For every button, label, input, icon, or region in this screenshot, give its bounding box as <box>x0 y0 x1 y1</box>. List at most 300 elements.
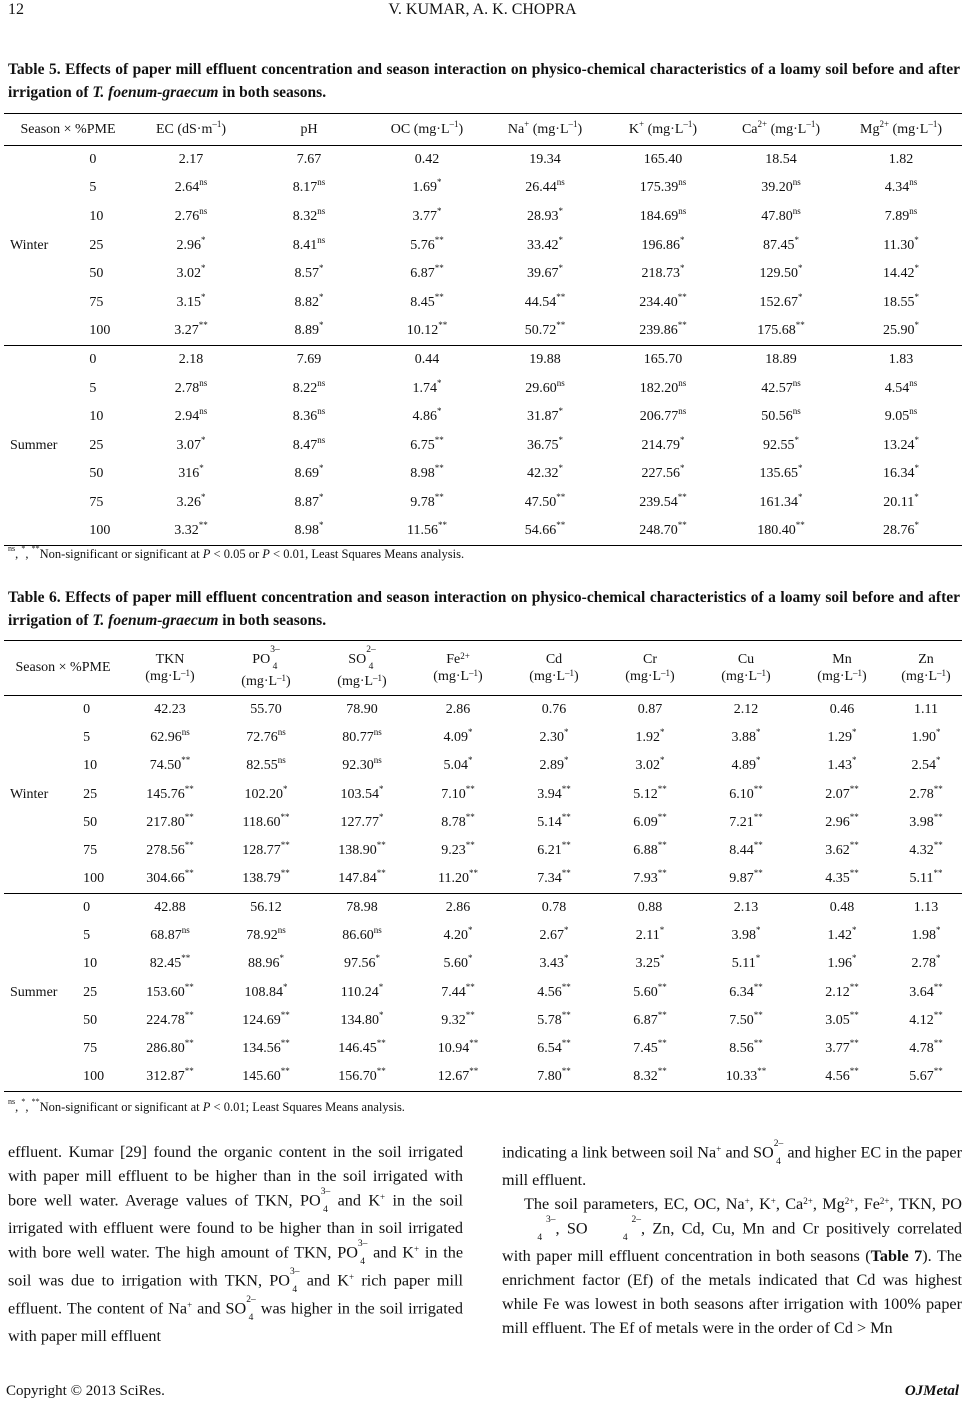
table-cell: 135.65* <box>759 463 803 482</box>
table-cell: 87.45* <box>763 234 799 253</box>
table-cell: 13.24* <box>883 434 919 453</box>
table-row <box>4 978 962 1006</box>
table-cell: 2.07** <box>825 783 859 802</box>
table-cell: 227.56* <box>641 463 685 482</box>
table-cell: 42.23 <box>154 701 186 717</box>
table-cell: 286.80** <box>146 1038 194 1057</box>
season-group <box>4 346 962 546</box>
table-cell: 3.62** <box>825 840 859 859</box>
col-header: TKN $(mg\cdot L^{-1})$ <box>122 641 218 696</box>
col-header: OC $(mg\cdot L^{-1})$ <box>368 114 486 146</box>
table-cell: $86.60^{ns}$ <box>342 925 382 944</box>
col-header: Season × %PME <box>4 114 132 146</box>
table-cell: 33.42* <box>527 234 563 253</box>
table-cell: $50.56^{ns}$ <box>761 406 801 425</box>
table-cell: 214.79* <box>641 434 685 453</box>
table-cell: $29.60^{ns}$ <box>525 377 565 396</box>
table-cell: 16.34* <box>883 463 919 482</box>
table-cell: 8.57* <box>294 263 324 282</box>
table-cell: 4.32** <box>909 840 943 859</box>
pme-level: 50 <box>83 1012 98 1028</box>
table-cell: 2.30* <box>539 726 569 745</box>
table-cell: $4.54^{ns}$ <box>884 377 918 396</box>
col-header: EC $(dS\cdot m^{-1})$ <box>132 114 250 146</box>
table-cell: 92.55* <box>763 434 799 453</box>
table-cell: $78.92^{ns}$ <box>246 925 286 944</box>
pme-level: 5 <box>83 928 91 944</box>
pme-level: 5 <box>89 180 97 196</box>
table-cell: 110.24* <box>340 981 384 1000</box>
table-cell: 11.30* <box>883 234 919 253</box>
table-cell: 11.20** <box>438 868 478 887</box>
table-cell: 138.79** <box>242 868 290 887</box>
table-cell: 97.56* <box>344 953 380 972</box>
table-cell: 3.98** <box>909 811 943 830</box>
table-cell: 4.78** <box>909 1038 943 1057</box>
table-cell: 11.56** <box>407 520 447 539</box>
table-row <box>4 950 962 978</box>
table-cell: 5.14** <box>537 811 571 830</box>
table-cell: 3.02* <box>635 755 665 774</box>
pme-level: 75 <box>83 843 98 859</box>
table-cell: 1.11 <box>914 701 938 717</box>
table-cell: 7.44** <box>441 981 475 1000</box>
table-cell: $62.96^{ns}$ <box>150 726 190 745</box>
table-row <box>4 1007 962 1035</box>
table-cell: 5.60* <box>443 953 473 972</box>
table-cell: 7.69 <box>296 352 322 368</box>
table-cell: 3.32** <box>174 520 208 539</box>
table-cell: 1.74* <box>412 377 442 396</box>
table-row <box>4 809 962 837</box>
table-cell: 0.42 <box>414 152 440 168</box>
table-cell: 7.80** <box>537 1066 571 1085</box>
table-cell: $7.89^{ns}$ <box>884 205 918 224</box>
pme-level: 100 <box>89 323 111 339</box>
copyright: Copyright © 2013 SciRes. <box>6 1383 165 1399</box>
table-cell: 4.89* <box>731 755 761 774</box>
table-cell: 146.45** <box>338 1038 386 1057</box>
table-row <box>4 837 962 865</box>
table-cell: 0.44 <box>414 352 440 368</box>
table-cell: 6.75** <box>410 434 444 453</box>
table-row <box>4 696 962 724</box>
table-cell: 129.50* <box>759 263 803 282</box>
col-header: Zn $(mg\cdot L^{-1})$ <box>890 641 962 696</box>
table-cell: 1.90* <box>911 726 941 745</box>
table-row <box>4 752 962 780</box>
table-cell: $47.80^{ns}$ <box>761 205 801 224</box>
table-cell: 3.05** <box>825 1009 859 1028</box>
page-header <box>0 0 965 26</box>
pme-level: 0 <box>89 152 97 168</box>
table-cell: 4.56** <box>825 1066 859 1085</box>
table-cell: 8.89* <box>294 320 324 339</box>
table-row <box>4 1035 962 1063</box>
table-cell: 9.78** <box>410 491 444 510</box>
table-cell: 6.34** <box>729 981 763 1000</box>
table-cell: $4.34^{ns}$ <box>884 177 918 196</box>
table-row <box>4 865 962 893</box>
table-cell: 7.50** <box>729 1009 763 1028</box>
table-cell: $8.22^{ns}$ <box>292 377 326 396</box>
col-header: K+ $(mg\cdot L^{-1})$ <box>604 114 722 146</box>
table-cell: 1.96* <box>827 953 857 972</box>
table-cell: 1.42* <box>827 925 857 944</box>
table-cell: $8.41^{ns}$ <box>292 234 326 253</box>
table-cell: 3.88* <box>731 726 761 745</box>
table-cell: $82.55^{ns}$ <box>246 755 286 774</box>
table-cell: 3.94** <box>537 783 571 802</box>
table-cell: 2.17 <box>178 152 204 168</box>
table-cell: 3.77** <box>825 1038 859 1057</box>
table-cell: 18.54 <box>765 152 797 168</box>
season-group <box>4 894 962 1092</box>
pme-level: 50 <box>89 266 104 282</box>
table-cell: 234.40** <box>639 291 687 310</box>
table-cell: 1.98* <box>911 925 941 944</box>
table-cell: 4.20* <box>443 925 473 944</box>
table-cell: 19.88 <box>529 352 561 368</box>
pme-level: 25 <box>83 984 98 1000</box>
table-cell: $8.47^{ns}$ <box>292 434 326 453</box>
table-cell: 0.48 <box>829 899 855 915</box>
table-cell: 1.83 <box>888 352 914 368</box>
col-header: $Mg^{2+}$ $(mg\cdot L^{-1})$ <box>840 114 962 146</box>
table-row <box>4 431 962 460</box>
table-cell: 175.68** <box>757 320 805 339</box>
table-row <box>4 1063 962 1091</box>
pme-level: 75 <box>89 294 104 310</box>
table-cell: $2.76^{ns}$ <box>174 205 208 224</box>
table-cell: $39.20^{ns}$ <box>761 177 801 196</box>
pme-level: 5 <box>89 380 97 396</box>
table-cell: 316* <box>178 463 204 482</box>
table-cell: 54.66** <box>524 520 566 539</box>
table-cell: 3.02* <box>176 263 206 282</box>
table-cell: 5.11* <box>731 953 761 972</box>
table-cell: 4.35** <box>825 868 859 887</box>
table-cell: 147.84** <box>338 868 386 887</box>
table-cell: $184.69^{ns}$ <box>639 205 687 224</box>
table6 <box>4 640 962 1092</box>
pme-level: 10 <box>83 758 98 774</box>
table-cell: 118.60** <box>242 811 290 830</box>
table-cell: 8.87* <box>294 491 324 510</box>
table-cell: 2.96* <box>176 234 206 253</box>
table-row <box>4 374 962 403</box>
body-left-column: effluent. Kumar [29] found the organic content in the soil irrigated with paper mill effluent to be higher than in the soil irrigated with bore well water. Average values of TKN, $PO^{3-}$ 4 and K+ in the soil irrigated with effluent were found to be higher than in soil irrigated with bore well water. The high amount of TKN, $PO^{3-}$ 4 and K+ in the soil was due to irrigation with TKN, $PO^{3-}$ 4 and K+ rich paper mill effluent. The content of Na+ and $SO^{2-}$ 4 was higher in the soil irrigated with paper mill effluent <box>8 1143 464 1345</box>
table-cell: $92.30^{ns}$ <box>342 755 382 774</box>
table-cell: 1.69* <box>412 177 442 196</box>
table-cell: 8.32** <box>633 1066 667 1085</box>
table-cell: 134.80* <box>340 1009 384 1028</box>
table-cell: 88.96* <box>248 953 284 972</box>
table-cell: $8.17^{ns}$ <box>292 177 326 196</box>
table-cell: $42.57^{ns}$ <box>761 377 801 396</box>
table-cell: 6.09** <box>633 811 667 830</box>
table-cell: $8.36^{ns}$ <box>292 406 326 425</box>
table-cell: 28.76* <box>883 520 919 539</box>
table-cell: 217.80** <box>146 811 194 830</box>
table-cell: 3.26* <box>176 491 206 510</box>
table-cell: 239.54** <box>639 491 687 510</box>
table-cell: 78.90 <box>346 701 378 717</box>
pme-level: 0 <box>89 352 97 368</box>
table-cell: 3.15* <box>176 291 206 310</box>
table-cell: 102.20* <box>244 783 288 802</box>
table-cell: 161.34* <box>759 491 803 510</box>
table-cell: 50.72** <box>524 320 566 339</box>
table-cell: 2.67* <box>539 925 569 944</box>
body-right-column: indicating a link between soil Na+ and $SO^{2-}$ 4 and higher EC in the paper mill effluent. The soil parameters, EC, OC, Na+, K+, $Ca^{2+}$, $Mg^{2+}$, $Fe^{2+}$, TKN, $PO^{3-}$ 4, SO $^{2-}$ 4, Zn, Cd, Cu, Mn and Cr positively correlated with paper mill effluent concentration in both seasons (Table 7). The enrichment factor (Ef) of the metals indicated that Cd was highest while Fe was lowest in both seasons after irrigation with 100% paper mill effluent. The Ef of metals were in the order of Cd > Mn <box>502 1139 962 1337</box>
table-cell: 5.67** <box>909 1066 943 1085</box>
table6-note: $^{ns}$, *, **Non-significant or significant at P < 0.01; Least Squares Means analysis. <box>8 1097 405 1114</box>
table-cell: 47.50** <box>524 491 566 510</box>
season-label: Winter <box>10 786 49 802</box>
table-cell: 9.23** <box>441 840 475 859</box>
table-cell: 5.04* <box>443 755 473 774</box>
table-cell: 128.77** <box>242 840 290 859</box>
running-authors: V. KUMAR, A. K. CHOPRA <box>388 1 577 18</box>
table-cell: 2.86 <box>445 899 471 915</box>
table-cell: 3.77* <box>412 205 442 224</box>
table-cell: $72.76^{ns}$ <box>246 726 286 745</box>
table-cell: 145.76** <box>146 783 194 802</box>
table-cell: 278.56** <box>146 840 194 859</box>
table-cell: $8.32^{ns}$ <box>292 205 326 224</box>
table-cell: 3.43* <box>539 953 569 972</box>
table-cell: 127.77* <box>340 811 384 830</box>
table-cell: 5.12** <box>633 783 667 802</box>
table-cell: 248.70** <box>639 520 687 539</box>
table-row <box>4 203 962 232</box>
table-cell: 1.13 <box>913 899 939 915</box>
col-header: Cr $(mg\cdot L^{-1})$ <box>602 641 698 696</box>
table-row <box>4 894 962 922</box>
table-cell: 0.87 <box>637 701 663 717</box>
pme-level: 50 <box>89 466 104 482</box>
table-row <box>4 260 962 289</box>
table-cell: 218.73* <box>641 263 685 282</box>
table-cell: 9.32** <box>441 1009 475 1028</box>
table-row <box>4 724 962 752</box>
pme-level: 10 <box>89 208 104 224</box>
table-cell: $182.20^{ns}$ <box>639 377 687 396</box>
table-cell: 14.42* <box>883 263 919 282</box>
table-cell: 25.90* <box>883 320 919 339</box>
season-group <box>4 146 962 346</box>
table-cell: 19.34 <box>529 152 561 168</box>
table-cell: 44.54** <box>524 291 566 310</box>
table-cell: 2.89* <box>539 755 569 774</box>
table-cell: 20.11* <box>883 491 919 510</box>
table-cell: 4.56** <box>537 981 571 1000</box>
season-label: Summer <box>10 984 58 1000</box>
table-cell: 10.33** <box>725 1066 767 1085</box>
table-row <box>4 780 962 808</box>
pme-level: 50 <box>83 814 98 830</box>
table-cell: 8.45** <box>410 291 444 310</box>
table-cell: 42.88 <box>154 899 186 915</box>
table-cell: 8.82* <box>294 291 324 310</box>
table-cell: $80.77^{ns}$ <box>342 726 382 745</box>
table-cell: 56.12 <box>250 899 282 915</box>
table-cell: 152.67* <box>759 291 803 310</box>
col-header: Mn $(mg\cdot L^{-1})$ <box>794 641 890 696</box>
season-group <box>4 696 962 894</box>
col-header: $PO^{3-}$ 4 $(mg\cdot L^{-1})$ <box>218 641 314 696</box>
table-cell: 5.60** <box>633 981 667 1000</box>
table-cell: 6.54** <box>537 1038 571 1057</box>
table-cell: 18.55* <box>883 291 919 310</box>
table-cell: 78.98 <box>346 899 378 915</box>
table-cell: 10.12** <box>406 320 448 339</box>
table-cell: 2.13 <box>733 899 759 915</box>
col-header: $SO^{2-}$ 4 $(mg\cdot L^{-1})$ <box>314 641 410 696</box>
pme-level: 25 <box>83 786 98 802</box>
table-cell: 42.32* <box>527 463 563 482</box>
table-cell: 10.94** <box>437 1038 479 1057</box>
table-cell: 180.40** <box>757 520 805 539</box>
table-cell: 1.43* <box>827 755 857 774</box>
table-cell: $9.05^{ns}$ <box>884 406 918 425</box>
table-cell: 6.88** <box>633 840 667 859</box>
pme-level: 75 <box>89 494 104 510</box>
table-cell: 3.25* <box>635 953 665 972</box>
table-cell: 8.69* <box>294 463 324 482</box>
pme-level: 75 <box>83 1041 98 1057</box>
table-cell: $2.78^{ns}$ <box>174 377 208 396</box>
table-cell: 4.09* <box>443 726 473 745</box>
table-cell: 7.10** <box>441 783 475 802</box>
col-header: Season × %PME <box>4 641 122 696</box>
table-cell: 138.90** <box>338 840 386 859</box>
col-header: $Fe^{2+}$ $(mg\cdot L^{-1})$ <box>410 641 506 696</box>
table-cell: 156.70** <box>338 1066 386 1085</box>
table-cell: 134.56** <box>242 1038 290 1057</box>
col-header: Cu $(mg\cdot L^{-1})$ <box>698 641 794 696</box>
table-row <box>4 922 962 950</box>
table-cell: 12.67** <box>437 1066 479 1085</box>
table-cell: 8.56** <box>729 1038 763 1057</box>
pme-level: 0 <box>83 899 91 915</box>
table-cell: 3.27** <box>174 320 208 339</box>
table-cell: 8.78** <box>441 811 475 830</box>
table-cell: 2.18 <box>178 352 204 368</box>
table-cell: 4.12** <box>909 1009 943 1028</box>
pme-level: 100 <box>83 871 105 887</box>
table-cell: 2.78** <box>909 783 943 802</box>
table-cell: 0.46 <box>829 701 855 717</box>
table-row <box>4 346 962 375</box>
table-cell: 7.45** <box>633 1038 667 1057</box>
table-cell: 4.86* <box>412 406 442 425</box>
table-row <box>4 489 962 518</box>
table-cell: 0.78 <box>541 899 567 915</box>
table-cell: $68.87^{ns}$ <box>150 925 190 944</box>
table-cell: 2.12** <box>825 981 859 1000</box>
table-cell: $2.64^{ns}$ <box>174 177 208 196</box>
col-header: pH <box>250 114 368 146</box>
table-cell: 165.70 <box>643 352 683 368</box>
pme-level: 10 <box>89 409 104 425</box>
table-cell: 0.88 <box>637 899 663 915</box>
pme-level: 25 <box>89 237 104 253</box>
table-cell: 7.93** <box>633 868 667 887</box>
table-cell: 3.98* <box>731 925 761 944</box>
table-cell: 5.11** <box>909 868 943 887</box>
season-label: Winter <box>10 237 49 253</box>
table-row <box>4 146 962 175</box>
table-cell: 9.87** <box>729 868 763 887</box>
table-cell: 224.78** <box>146 1009 194 1028</box>
table-cell: 6.87** <box>633 1009 667 1028</box>
pme-level: 100 <box>89 523 111 539</box>
table-cell: $2.94^{ns}$ <box>174 406 208 425</box>
table-cell: 18.89 <box>765 352 797 368</box>
table-cell: 2.86 <box>445 701 471 717</box>
table-cell: 36.75* <box>527 434 563 453</box>
table-cell: 6.10** <box>729 783 763 802</box>
col-header: Na+ $(mg\cdot L^{-1})$ <box>486 114 604 146</box>
table-cell: 31.87* <box>527 406 563 425</box>
table-cell: 5.76** <box>410 234 444 253</box>
col-header: $Ca^{2+}$ $(mg\cdot L^{-1})$ <box>722 114 840 146</box>
table-cell: 103.54* <box>340 783 384 802</box>
table-row <box>4 403 962 432</box>
table-cell: 7.67 <box>296 152 322 168</box>
page-number: 12 <box>8 1 24 18</box>
table-cell: 312.87** <box>146 1066 194 1085</box>
table-cell: 239.86** <box>639 320 687 339</box>
table-cell: 8.98* <box>294 520 324 539</box>
pme-level: 0 <box>83 701 91 717</box>
table-row <box>4 174 962 203</box>
table-cell: 6.21** <box>537 840 571 859</box>
table-cell: 2.78* <box>911 953 941 972</box>
table5-note: $^{ns}$, *, **Non-significant or significant at P < 0.05 or P < 0.01, Least Squares Means analysis. <box>8 544 465 561</box>
table-cell: 82.45** <box>149 953 191 972</box>
table-cell: 2.12 <box>733 701 759 717</box>
journal-name: OJMetal <box>904 1383 959 1399</box>
table-row <box>4 231 962 260</box>
table-cell: 7.21** <box>729 811 763 830</box>
table-cell: 145.60** <box>242 1066 290 1085</box>
table-cell: 3.64** <box>909 981 943 1000</box>
season-label: Summer <box>10 437 58 453</box>
table-cell: $206.77^{ns}$ <box>639 406 687 425</box>
table-cell: 196.86* <box>641 234 685 253</box>
table-cell: 6.87** <box>410 263 444 282</box>
table-row <box>4 517 962 546</box>
table-cell: 2.96** <box>825 811 859 830</box>
table-cell: 39.67* <box>527 263 563 282</box>
table5-caption: Table 5. Effects of paper mill effluent concentration and season interaction on physico-chemical characteristics of a loamy soil before and after irrigation of T. foenum-graecum in both seasons. <box>8 61 960 101</box>
pme-level: 5 <box>83 729 91 745</box>
table-cell: 108.84* <box>244 981 288 1000</box>
pme-level: 10 <box>83 956 98 972</box>
table-cell: $26.44^{ns}$ <box>525 177 565 196</box>
table-row <box>4 317 962 346</box>
table-row <box>4 460 962 489</box>
table-cell: 8.98** <box>410 463 444 482</box>
table-cell: 55.70 <box>250 701 282 717</box>
table-cell: 5.78** <box>537 1009 571 1028</box>
table-cell: 2.11* <box>635 925 665 944</box>
table-cell: 124.69** <box>242 1009 290 1028</box>
table-cell: 28.93* <box>527 205 563 224</box>
